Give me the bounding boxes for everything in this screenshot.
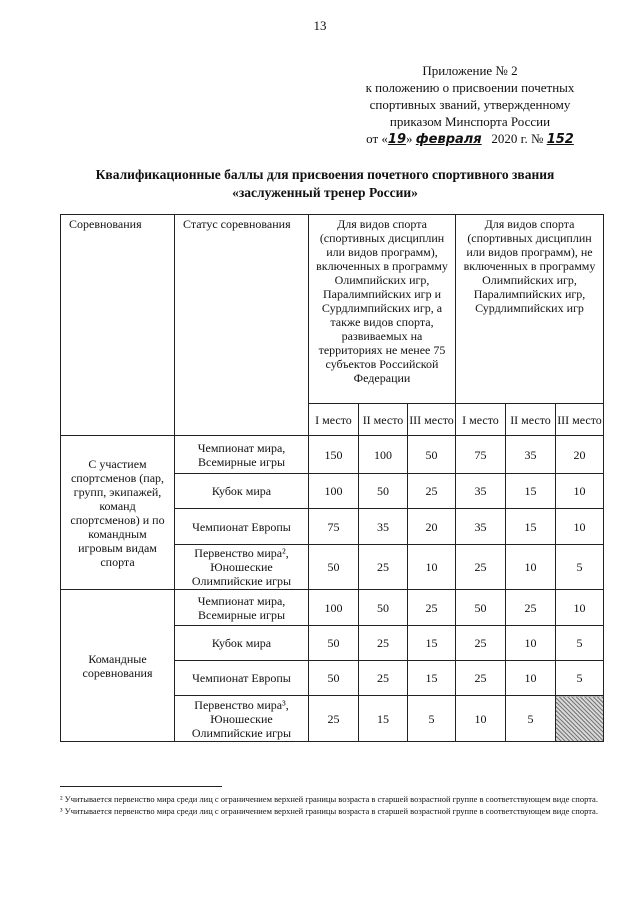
group-label: Командные соревнования [61, 590, 175, 742]
appendix-line: к положению о присвоении почетных [365, 80, 575, 95]
appendix-date-line [330, 130, 610, 148]
value-cell: 75 [309, 509, 359, 545]
value-cell: 25 [309, 696, 359, 742]
value-cell: 35 [359, 509, 408, 545]
value-cell: 25 [408, 474, 456, 509]
status-cell: Чемпионат мира, Всемирные игры [175, 590, 309, 626]
value-cell: 15 [408, 626, 456, 661]
status-cell: Чемпионат Европы [175, 509, 309, 545]
header-place: II место [506, 404, 556, 436]
value-cell: 5 [556, 661, 604, 696]
order-number: 152 [546, 132, 574, 147]
header-olympic-group: Для видов спорта (спортивных дисциплин или видов программ), включенных в программу Олимпийских игр, Паралимпийских игр и Сурдлимпийских игр, а также видов спорта, развиваемых на территориях не менее 75 субъектов Российской Федерации [309, 215, 456, 404]
value-cell: 100 [359, 436, 408, 474]
value-cell: 100 [309, 590, 359, 626]
value-cell: 10 [506, 661, 556, 696]
status-cell: Чемпионат Европы [175, 661, 309, 696]
header-place: III место [408, 404, 456, 436]
value-cell: 15 [359, 696, 408, 742]
value-cell: 5 [408, 696, 456, 742]
header-status: Статус соревнования [175, 215, 309, 436]
value-cell: 35 [456, 509, 506, 545]
value-cell: 25 [506, 590, 556, 626]
appendix-line: приказом Минспорта России [389, 114, 551, 129]
value-cell: 15 [506, 474, 556, 509]
page-number: 13 [313, 18, 327, 33]
status-cell: Кубок мира [175, 626, 309, 661]
value-cell: 5 [506, 696, 556, 742]
value-cell: 15 [408, 661, 456, 696]
table-row [61, 436, 604, 474]
value-cell: 50 [408, 436, 456, 474]
value-cell: 50 [309, 626, 359, 661]
value-cell: 10 [556, 474, 604, 509]
qualification-points-table [60, 214, 604, 742]
value-cell: 50 [359, 474, 408, 509]
footnote-3: ³ Учитывается первенство мира среди лиц с ограничением верхней границы возраста в старшей возрастной группе в соответствующем виде спорта. [60, 806, 598, 816]
value-cell: 25 [456, 545, 506, 590]
title-line-2: «заслуженный тренер России» [232, 185, 418, 200]
value-cell: 100 [309, 474, 359, 509]
value-cell: 10 [556, 590, 604, 626]
appendix-title: Приложение № 2 [422, 63, 518, 78]
date-day: 19 [387, 132, 407, 147]
status-cell: Первенство мира³, Юношеские Олимпийские игры [175, 696, 309, 742]
value-cell: 50 [456, 590, 506, 626]
value-cell: 15 [506, 509, 556, 545]
value-cell: 25 [359, 661, 408, 696]
value-cell: 20 [408, 509, 456, 545]
value-cell: 10 [506, 545, 556, 590]
value-cell: 5 [556, 545, 604, 590]
date-mid: » [406, 131, 413, 146]
date-month: февраля [415, 132, 482, 147]
value-cell: 20 [556, 436, 604, 474]
group-label: С участием спортсменов (пар, групп, экипажей, команд спортсменов) и по командным игровым видам спорта [61, 436, 175, 590]
status-cell: Кубок мира [175, 474, 309, 509]
value-cell: 50 [309, 545, 359, 590]
header-place: II место [359, 404, 408, 436]
value-cell: 150 [309, 436, 359, 474]
value-cell: 50 [309, 661, 359, 696]
value-cell: 10 [456, 696, 506, 742]
value-cell: 25 [456, 661, 506, 696]
header-place: III место [556, 404, 604, 436]
title-line-1: Квалификационные баллы для присвоения почетного спортивного звания [95, 167, 555, 182]
appendix-block [330, 62, 610, 148]
footnote-divider [60, 786, 222, 787]
value-cell: 35 [506, 436, 556, 474]
shaded-empty-cell [556, 696, 604, 742]
value-cell: 10 [556, 509, 604, 545]
value-cell: 35 [456, 474, 506, 509]
value-cell: 25 [359, 545, 408, 590]
value-cell: 10 [408, 545, 456, 590]
footnote-2: ² Учитывается первенство мира среди лиц с ограничением верхней границы возраста в старшей возрастной группе в соответствующем виде спорта. [60, 794, 598, 804]
value-cell: 25 [408, 590, 456, 626]
value-cell: 75 [456, 436, 506, 474]
document-title [60, 166, 590, 202]
header-place: I место [456, 404, 506, 436]
appendix-line: спортивных званий, утвержденному [369, 97, 571, 112]
date-prefix: от « [366, 131, 388, 146]
value-cell: 25 [456, 626, 506, 661]
value-cell: 25 [359, 626, 408, 661]
header-non-olympic-group: Для видов спорта (спортивных дисциплин или видов программ), не включенных в программу Олимпийских игр, Паралимпийских игр, Сурдлимпийских игр [456, 215, 604, 404]
status-cell: Первенство мира², Юношеские Олимпийские игры [175, 545, 309, 590]
header-competitions: Соревнования [61, 215, 175, 436]
value-cell: 5 [556, 626, 604, 661]
date-year: 2020 г. № [491, 131, 544, 146]
table-row [61, 590, 604, 626]
header-place: I место [309, 404, 359, 436]
footnotes [60, 793, 615, 817]
value-cell: 50 [359, 590, 408, 626]
status-cell: Чемпионат мира, Всемирные игры [175, 436, 309, 474]
value-cell: 10 [506, 626, 556, 661]
